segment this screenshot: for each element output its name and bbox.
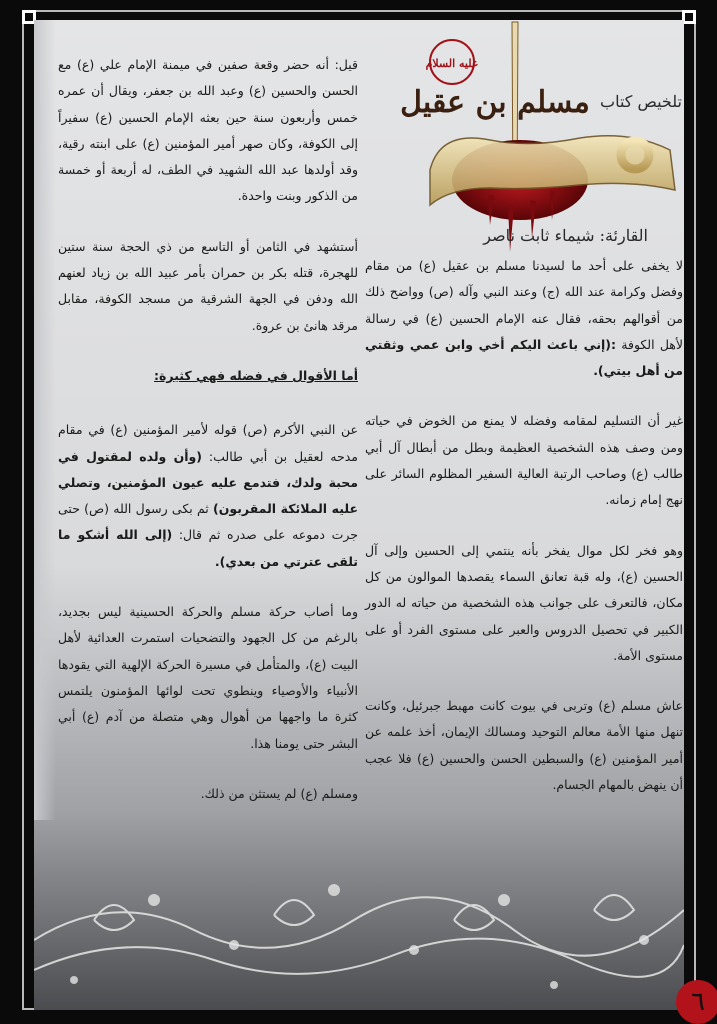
left-paragraph-4: وما أصاب حركة مسلم والحركة الحسينية ليس بجديد، بالرغم من كل الجهود والتضحيات استمرت العدائية لأهل البيت (ع)، والمتأمل في مسيرة الحركة الإلهية التي يقودها الأنبياء والأوصياء وينطوي تحت لوائها المؤمنون يلتمس كثرة ما واجهها من أهوال وهي متصلة من آدم (ع) أبي البشر حتى يومنا هذا.: [58, 604, 358, 751]
title-logo: [380, 20, 682, 252]
reciter-name: القارئة: شيماء ثابت ناصر: [483, 226, 648, 245]
intro-text: لا يخفى على أحد ما لسيدنا مسلم بن عقيل (ع) من مقام وفضل وكرامة عند الله (ج) وعند النبي وآله (ص) وواضح ذلك من أقوالهم بحقه، فقال عنه الإمام الحسين (ع) في رسالة لأهل الكوفة: [365, 258, 683, 352]
left-paragraph-3: [58, 417, 358, 575]
hadith-quote-1: (وأن ولده لمقتول في محبة ولدك، فتدمع عليه عيون المؤمنين، وتصلي عليه الملائكة المقربون): [58, 448, 358, 517]
right-column: [365, 253, 683, 822]
hadith-middle: ثم بكى رسول الله (ص) حتى جرت دموعه على صدره ثم قال:: [58, 501, 359, 543]
imam-quote: :(إني باعث اليكم أخي وابن عمي وثقتي من أهل بيتي).: [365, 336, 683, 379]
article-header: [380, 20, 682, 252]
left-paragraph-2: أستشهد في الثامن أو التاسع من ذي الحجة سنة ستين للهجرة، قتله بكر بن حمران بأمر عبيد الله بن زياد لعنهم الله ودفن في الجهة الشرقية من مسجد الكوفة، مقابل مرقد هانئ بن عروة.: [58, 238, 358, 333]
corner-ornament: [682, 10, 696, 24]
book-label: تلخيص كتاب: [600, 92, 682, 111]
right-paragraph-1: [365, 253, 683, 384]
page-number: ٦: [676, 980, 717, 1024]
hadith-intro: عن النبي الأكرم (ص) قوله لأمير المؤمنين (ع) في مقام مدحه لعقيل بن أبي طالب:: [58, 422, 358, 464]
right-paragraph-2: غير أن التسليم لمقامه وفضله لا يمنع من الخوض في حياته ومن وصف هذه الشخصية العظيمة وبطل من أبطال آل أبي طالب (ع) وصاحب الرتبة العالية السفير المظلوم السائر على نهج إمام زمانه.: [365, 413, 683, 508]
right-paragraph-4: عاش مسلم (ع) وتربى في بيوت كانت مهبط جبرئيل، وكانت تنهل منها الأمة معالم التوحيد ومسالك الإيمان، أخذ علمه عن أمير المؤمنين (ع) والسبطين الحسن والحسين (ع) فلا عجب أن ينهض بالمهام الجسام.: [365, 698, 683, 793]
section-heading: أما الأقوال في فضله فهي كثيرة:: [154, 367, 358, 383]
right-paragraph-3: وهو فخر لكل موال يفخر بأنه ينتمي إلى الحسين وإلى آل الحسين (ع)، وله قبة تعانق السماء يقصدها الموالون من كل مكان، فالتعرف على جوانب هذه الشخصية من حياته له الدور الكبير في تحصيل الدروس والعبر على مستوى الفرد أو على مستوى الأمة.: [365, 542, 683, 663]
title-logo-text: مسلم بن عقيل: [400, 85, 590, 120]
floral-ornament: [34, 820, 684, 1010]
page-shadow: [34, 20, 56, 820]
salam-seal: عليه السلام: [425, 57, 479, 70]
left-paragraph-5: ومسلم (ع) لم يستثن من ذلك.: [200, 785, 358, 801]
left-paragraph-1: قيل: أنه حضر وقعة صفين في ميمنة الإمام علي (ع) مع الحسن والحسين (ع) وعبد الله بن جعفر، ويقال أن عمره خمس وأربعون سنة حين بعثه الإمام الحسين (ع) سفيراً إلى الكوفة، وكان صهر أمير المؤمنين (ع) على ابنته رقية، وقد أولدها عبد الله الشهيد في الطف، له أربعة أو خمسة من الذكور وبنت واحدة.: [58, 57, 358, 204]
hadith-quote-2: (إلى الله أشكو ما تلقى عترتي من بعدي).: [58, 527, 358, 569]
left-column: [58, 52, 358, 831]
